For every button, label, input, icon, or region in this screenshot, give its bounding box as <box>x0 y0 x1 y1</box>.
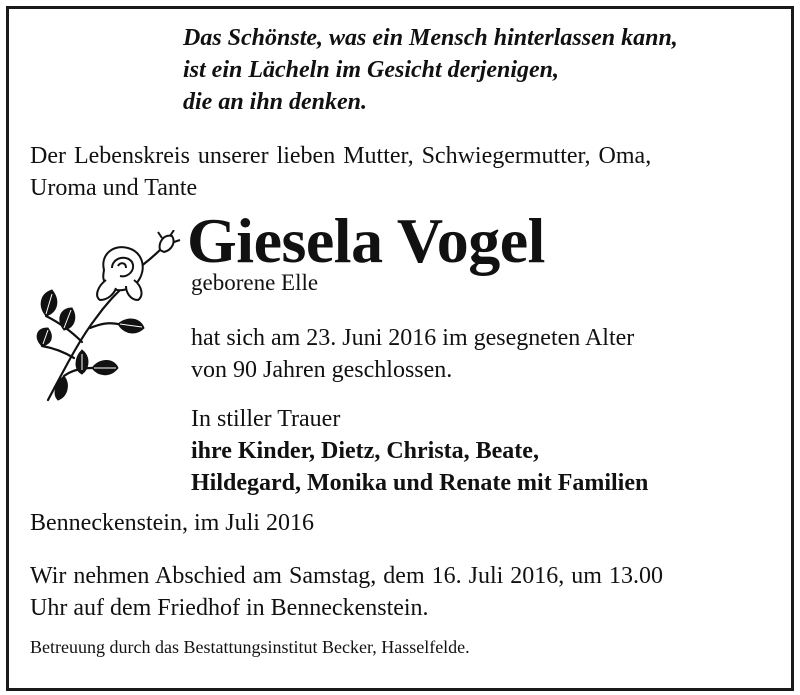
quote-line: ist ein Lächeln im Gesicht derjenigen, <box>183 57 559 83</box>
intro-text <box>30 140 651 204</box>
deceased-name: Giesela Vogel <box>187 205 545 276</box>
funeral-line: Uhr auf dem Friedhof in Benneckenstein. <box>30 595 429 621</box>
death-notice <box>191 322 634 386</box>
mourners-block <box>191 403 648 499</box>
memorial-quote <box>183 22 678 118</box>
rose-icon <box>34 230 184 405</box>
mourners-line: ihre Kinder, Dietz, Christa, Beate, <box>191 438 539 464</box>
death-notice-line: hat sich am 23. Juni 2016 im gesegneten Alter <box>191 325 635 351</box>
mourners-line: Hildegard, Monika und Renate mit Familien <box>191 470 649 496</box>
maiden-name: geborene Elle <box>191 270 319 295</box>
mourners-intro: In stiller Trauer <box>191 406 341 432</box>
death-notice-line: von 90 Jahren geschlossen. <box>191 357 453 383</box>
quote-line: die an ihn denken. <box>183 89 368 115</box>
funeral-info <box>30 560 663 624</box>
intro-line: Uroma und Tante <box>30 175 198 201</box>
intro-line: Der Lebenskreis unserer lieben Mutter, Schwiegermutter, Oma, <box>30 143 652 169</box>
quote-line: Das Schönste, was ein Mensch hinterlassen kann, <box>183 25 678 51</box>
funeral-line: Wir nehmen Abschied am Samstag, dem 16. Juli 2016, um 13.00 <box>30 563 663 589</box>
funeral-home-note: Betreuung durch das Bestattungsinstitut Becker, Hasselfelde. <box>30 637 470 657</box>
place-date: Benneckenstein, im Juli 2016 <box>30 510 314 536</box>
